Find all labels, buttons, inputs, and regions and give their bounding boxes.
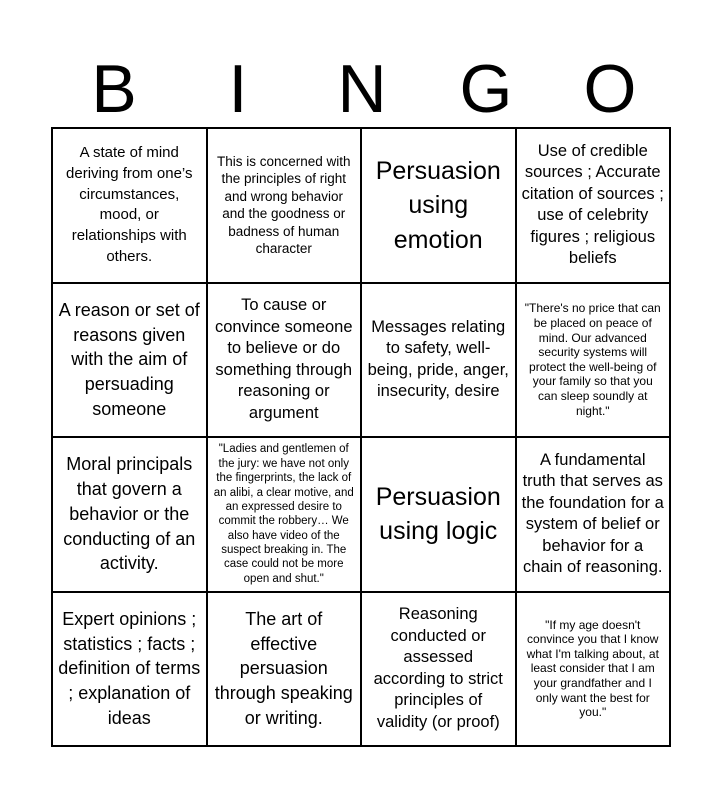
cell-text: To cause or convince someone to believe or do something through reasoning or argument [214,296,358,422]
header-letter-g: G [459,51,513,127]
header-letter-o: O [583,51,637,127]
bingo-cell[interactable] [52,128,207,283]
bingo-cell[interactable] [207,437,362,592]
cell-text: Reasoning conducted or assessed according to strict principles of validity (or proof) [373,605,508,731]
bingo-cell[interactable] [52,592,207,747]
header-letter-b: B [91,51,137,127]
bingo-card-grid [51,127,671,747]
bingo-cell[interactable] [516,592,671,747]
bingo-cell[interactable] [207,283,362,438]
cell-text: Persuasion using emotion [375,156,508,254]
bingo-cell[interactable] [52,283,207,438]
cell-text: A reason or set of reasons given with the aim of persuading someone [58,299,205,419]
bingo-cell[interactable] [52,437,207,592]
cell-text: "There's no price that can be placed on peace of mind. Our advanced security systems will protect the well-being of your family so that you can sleep soundly at night." [524,301,665,418]
cell-text: This is concerned with the principles of right and wrong behavior and the goodness or badness of human character [216,153,355,257]
bingo-cell[interactable] [361,283,516,438]
header-letter-n: N [337,51,387,127]
cell-text: A fundamental truth that serves as the foundation for a system of belief or behavior for a chain of reasoning. [521,450,669,577]
cell-text: Moral principals that govern a behavior or the conducting of an activity. [63,454,201,574]
cell-text: Persuasion using logic [375,482,508,546]
bingo-cell[interactable] [361,592,516,747]
header-letter-i: I [228,51,248,127]
bingo-cell[interactable] [516,437,671,592]
bingo-cell[interactable] [516,283,671,438]
bingo-header [52,50,672,128]
cell-text: "If my age doesn't convince you that I know what I'm talking about, at least consider that I am your grandfather and I only want the best for you." [526,617,663,720]
bingo-cell[interactable] [207,592,362,747]
bingo-cell[interactable] [207,128,362,283]
cell-text: Use of credible sources ; Accurate citation of sources ; use of celebrity figures ; religious beliefs [521,141,669,268]
cell-text: A state of mind deriving from one’s circumstances, mood, or relationships with others. [66,144,197,265]
cell-text: "Ladies and gentlemen of the jury: we have not only the fingerprints, the lack of an alibi, a clear motive, and an expressed desire to commit the robbery… We also have video of the suspect breaking in. The case could not be more open and shut." [213,443,357,585]
bingo-cell[interactable] [516,128,671,283]
cell-text: The art of effective persuasion through speaking or writing. [214,608,358,728]
cell-text: Expert opinions ; statistics ; facts ; definition of terms ; explanation of ideas [58,608,206,728]
cell-text: Messages relating to safety, well-being, pride, anger, insecurity, desire [367,317,514,401]
bingo-cell[interactable] [361,128,516,283]
bingo-cell[interactable] [361,437,516,592]
